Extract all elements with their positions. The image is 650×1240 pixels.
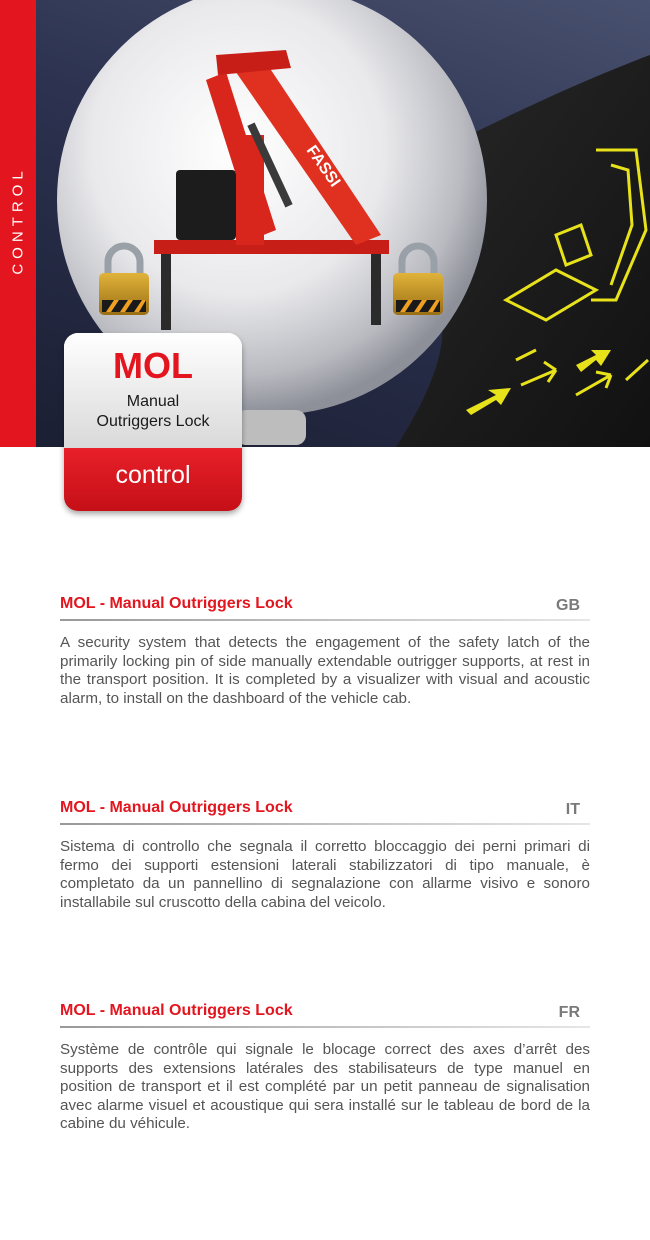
section-title: MOL - Manual Outriggers Lock	[60, 1002, 293, 1019]
mol-badge	[64, 333, 242, 511]
section-divider	[60, 1026, 590, 1028]
section-divider	[60, 823, 590, 825]
badge-title: MOL	[113, 345, 193, 386]
section-text: Système de contrôle qui signale le blocage correct des axes d’arrêt des supports des extensions latérales des stabilisateurs de type manuel en position de transport et il est complété par un petit panneau de signalisation avec alarme visuel et acoustique qui sera installé sur le tableau de bord de la cabine du véhicule.	[60, 1041, 590, 1133]
hydraulic-cylinder	[236, 410, 306, 445]
section-text: A security system that detects the engagement of the safety latch of the primarily locking pin of side manually extendable outrigger supports, at rest in the transport position. It is completed by a visualizer with visual and acoustic alarm, to install on the dashboard of the vehicle cab.	[60, 634, 590, 707]
section-text: Sistema di controllo che segnala il corretto bloccaggio dei perni primari di fermo dei supporti estensioni laterali stabilizzatori di tipo manuale, è completato da un pannellino di segnalazione con allarme visivo e sonoro installabile sul cruscotto della cabina del veicolo.	[60, 838, 590, 911]
language-code: IT	[565, 801, 580, 818]
badge-footer-label: control	[115, 461, 191, 489]
language-code: GB	[556, 597, 580, 614]
section-divider	[60, 619, 590, 621]
section-title: MOL - Manual Outriggers Lock	[60, 595, 293, 612]
badge-subtitle-line2: Outriggers Lock	[96, 413, 210, 430]
side-category-text: CONTROL	[9, 165, 27, 275]
badge-subtitle-line1: Manual	[126, 393, 180, 410]
language-code: FR	[558, 1004, 580, 1021]
section-gb	[60, 595, 590, 708]
side-category-label	[0, 140, 36, 300]
svg-text:FASSI: FASSI	[302, 142, 344, 191]
section-it	[60, 799, 590, 912]
section-title: MOL - Manual Outriggers Lock	[60, 799, 293, 816]
section-fr	[60, 1002, 590, 1134]
